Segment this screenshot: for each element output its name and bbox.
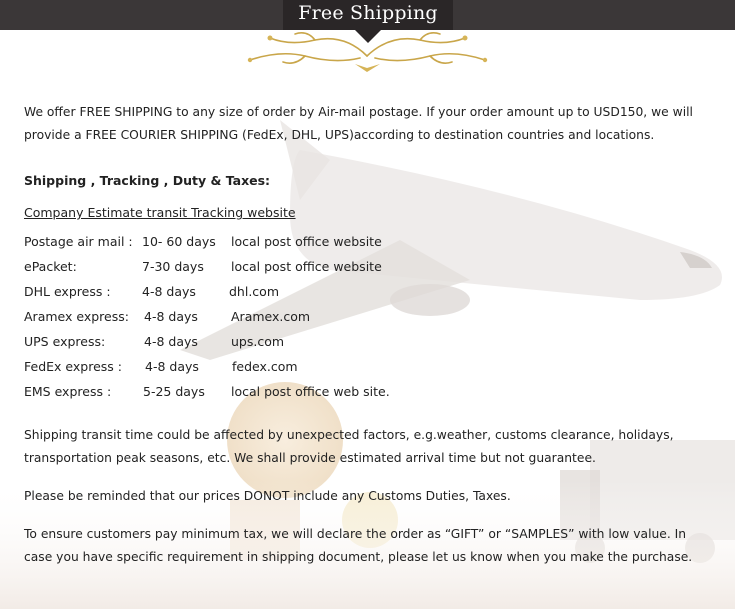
section-heading: Shipping , Tracking , Duty & Taxes: bbox=[24, 173, 271, 188]
company-cell: DHL express : bbox=[24, 284, 111, 299]
transit-note-line-1: Shipping transit time could be affected by unexpected factors, e.g.weather, customs clearance, holidays, bbox=[24, 428, 674, 442]
company-cell: UPS express: bbox=[24, 334, 106, 349]
website-cell: local post office website bbox=[231, 259, 382, 274]
transit-cell: 4-8 days bbox=[142, 284, 196, 299]
intro-line-2: provide a FREE COURIER SHIPPING (FedEx, DHL, UPS)according to destination countries and locations. bbox=[24, 128, 655, 142]
intro-line-1: We offer FREE SHIPPING to any size of order by Air-mail postage. If your order amount up to USD150, we will bbox=[24, 105, 693, 119]
tax-note-line-2: case you have specific requirement in shipping document, please let us know when you make the purchase. bbox=[24, 550, 693, 564]
transit-cell: 7-30 days bbox=[142, 259, 204, 274]
transit-cell: 10- 60 days bbox=[142, 234, 216, 249]
transit-cell: 4-8 days bbox=[144, 334, 198, 349]
website-cell: fedex.com bbox=[232, 359, 298, 374]
website-cell: ups.com bbox=[231, 334, 285, 349]
table-header: Company Estimate transit Tracking website bbox=[24, 205, 296, 220]
website-cell: local post office website bbox=[231, 234, 382, 249]
website-cell: dhl.com bbox=[229, 284, 279, 299]
transit-cell: 4-8 days bbox=[144, 309, 198, 324]
company-cell: ePacket: bbox=[24, 259, 77, 274]
company-cell: EMS express : bbox=[24, 384, 112, 399]
transit-note-line-2: transportation peak seasons, etc. We shall provide estimated arrival time but not guarantee. bbox=[24, 451, 596, 465]
company-cell: Aramex express: bbox=[24, 309, 129, 324]
company-cell: Postage air mail : bbox=[24, 234, 133, 249]
duties-note: Please be reminded that our prices DONOT include any Customs Duties, Taxes. bbox=[24, 489, 511, 503]
transit-cell: 4-8 days bbox=[145, 359, 199, 374]
tax-note-line-1: To ensure customers pay minimum tax, we will declare the order as “GIFT” or “SAMPLES” with low value. In bbox=[24, 527, 687, 541]
page-title: Free Shipping bbox=[298, 2, 438, 24]
website-cell: local post office web site. bbox=[231, 384, 390, 399]
company-cell: FedEx express : bbox=[24, 359, 122, 374]
website-cell: Aramex.com bbox=[231, 309, 311, 324]
transit-cell: 5-25 days bbox=[143, 384, 205, 399]
